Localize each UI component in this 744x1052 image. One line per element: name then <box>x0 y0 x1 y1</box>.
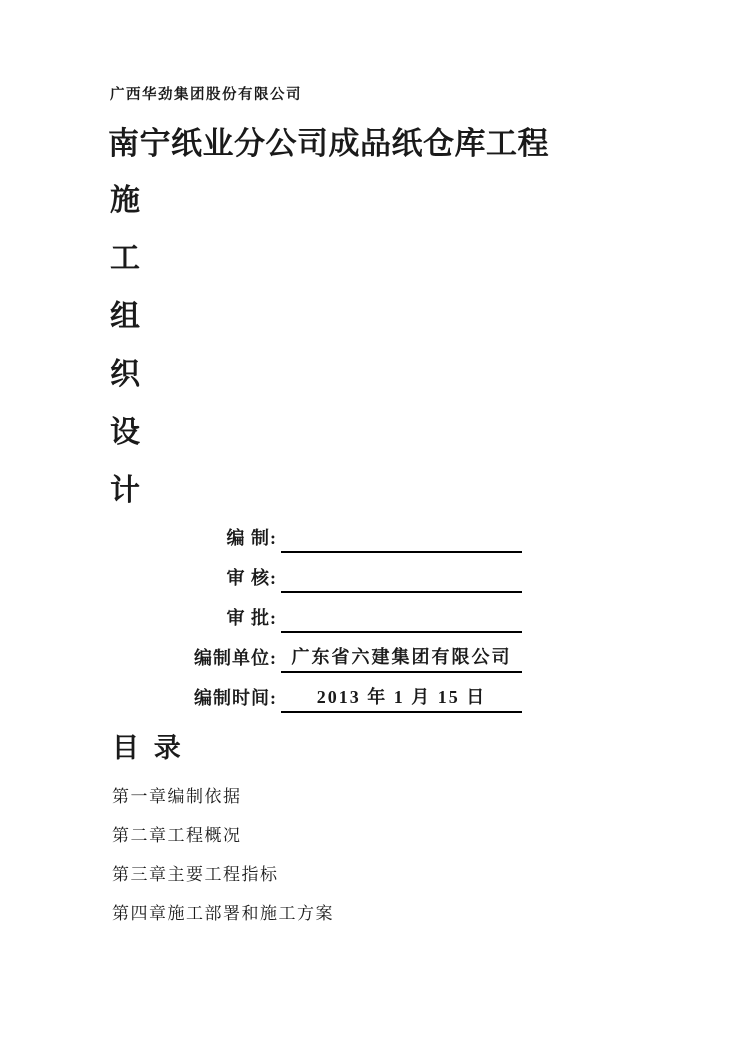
toc-list <box>112 777 334 933</box>
vertical-title-char: 组 <box>110 300 140 333</box>
compiling-date-field[interactable]: 2013 年 1 月 15 日 <box>281 685 522 713</box>
reviewer-blank-field[interactable] <box>281 565 522 593</box>
toc-item-chapter-2: 第二章工程概况 <box>112 826 242 845</box>
toc-item-chapter-4: 第四章施工部署和施工方案 <box>112 904 334 923</box>
project-title: 南宁纸业分公司成品纸仓库工程 <box>108 126 549 161</box>
form-row-compiling-unit <box>105 633 535 673</box>
vertical-title-char: 工 <box>110 242 140 275</box>
approval-form <box>105 513 535 713</box>
form-row-approver <box>105 593 535 633</box>
form-row-reviewer <box>105 553 535 593</box>
compiler-blank-field[interactable] <box>281 525 522 553</box>
form-label: 编制时间: <box>194 688 277 708</box>
form-label: 编制单位: <box>194 648 277 668</box>
form-row-compiler <box>105 513 535 553</box>
vertical-title <box>110 172 150 520</box>
form-label: 审 批: <box>226 608 277 628</box>
toc-item-chapter-1: 第一章编制依据 <box>112 787 242 806</box>
vertical-title-char: 计 <box>110 474 140 507</box>
form-label: 审 核: <box>226 568 277 588</box>
form-row-compiling-date <box>105 673 535 713</box>
vertical-title-char: 施 <box>110 184 140 217</box>
company-name: 广西华劲集团股份有限公司 <box>110 87 302 103</box>
toc-item-chapter-3: 第三章主要工程指标 <box>112 865 279 884</box>
vertical-title-char: 织 <box>110 358 140 391</box>
vertical-title-char: 设 <box>110 416 140 449</box>
form-label: 编 制: <box>226 528 277 548</box>
toc-title: 目 录 <box>112 733 185 763</box>
approver-blank-field[interactable] <box>281 605 522 633</box>
compiling-unit-field[interactable]: 广东省六建集团有限公司 <box>281 645 522 673</box>
